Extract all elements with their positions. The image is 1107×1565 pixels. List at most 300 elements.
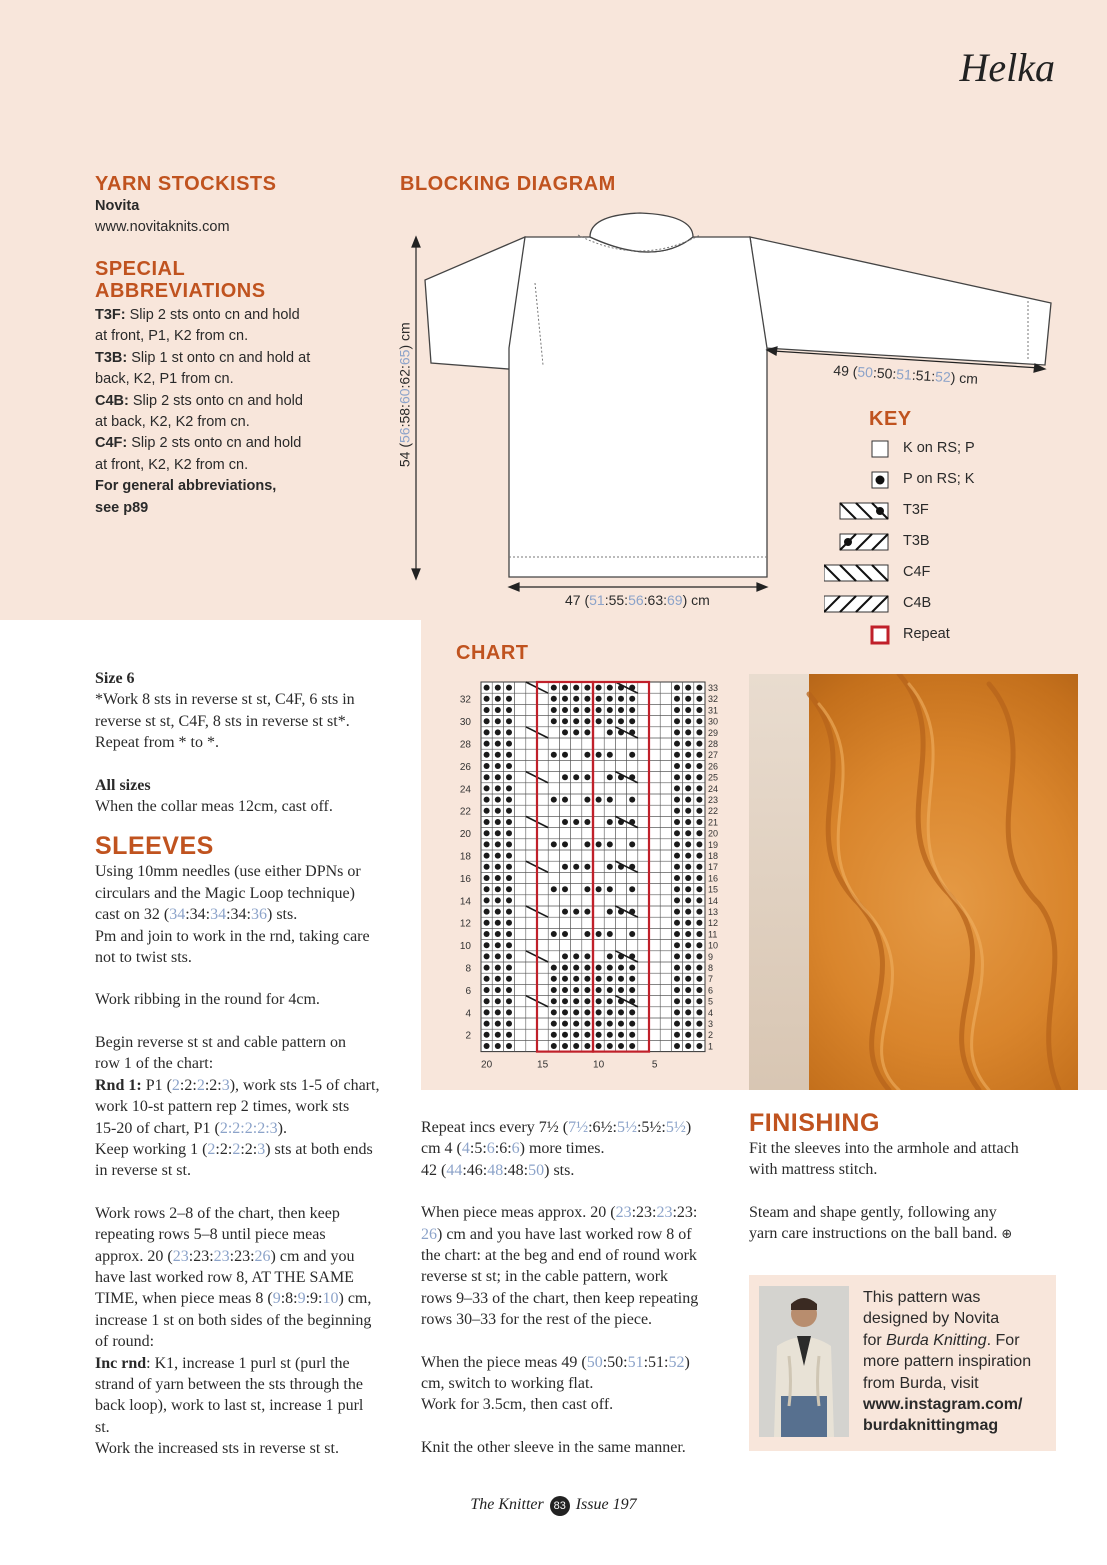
purl-dot [573, 1021, 579, 1027]
purl-dot [506, 830, 512, 836]
purl-dot [506, 897, 512, 903]
purl-dot [596, 1021, 602, 1027]
purl-dot [551, 931, 557, 937]
purl-dot [584, 909, 590, 915]
purl-dot [696, 830, 702, 836]
purl-dot [618, 696, 624, 702]
text-line: Work for 3.5cm, then cast off. [421, 1396, 614, 1414]
chart-heading: CHART [456, 642, 529, 664]
row-label-right: 21 [708, 817, 719, 828]
purl-dot [696, 1043, 702, 1049]
purl-dot [629, 1043, 635, 1049]
size6-heading: Size 6 [95, 670, 135, 687]
right-sleeve [750, 237, 1051, 365]
purl-dot [618, 987, 624, 993]
purl-dot [495, 797, 501, 803]
purl-dot [685, 718, 691, 724]
purl-dot [607, 752, 613, 758]
purl-dot [484, 1032, 490, 1038]
row-label-left: 10 [459, 941, 471, 953]
purl-dot [495, 909, 501, 915]
purl-dot [674, 1043, 680, 1049]
purl-dot [573, 1043, 579, 1049]
purl-dot [562, 729, 568, 735]
special-abbreviations [95, 258, 395, 519]
purl-dot [484, 752, 490, 758]
purl-dot [685, 953, 691, 959]
purl-dot [674, 763, 680, 769]
end-mark-icon: ⊕ [1001, 1227, 1013, 1243]
purl-dot [495, 1021, 501, 1027]
purl-dot [506, 718, 512, 724]
purl-dot [674, 909, 680, 915]
purl-dot [506, 920, 512, 926]
purl-dot [562, 909, 568, 915]
purl-dot [584, 864, 590, 870]
purl-dot [629, 718, 635, 724]
purl-dot [484, 920, 490, 926]
purl-dot [506, 1043, 512, 1049]
purl-dot [618, 707, 624, 713]
row-label-right: 9 [708, 951, 714, 962]
purl-dot [573, 718, 579, 724]
purl-dot [607, 864, 613, 870]
purl-dot [506, 707, 512, 713]
purl-dot [674, 853, 680, 859]
purl-dot [573, 729, 579, 735]
text-line: repeating rows 5–8 until piece meas [95, 1226, 326, 1244]
row-label-right: 25 [708, 772, 719, 783]
purl-dot [506, 965, 512, 971]
text-line: rows 30–33 for the rest of the piece. [421, 1311, 653, 1329]
finishing-section [749, 1108, 1079, 1246]
purl-dot [674, 841, 680, 847]
row-label-right: 2 [708, 1030, 714, 1041]
purl-dot [495, 1009, 501, 1015]
key-item-repeat: Repeat [824, 624, 1024, 648]
row-label-right: 17 [708, 862, 719, 873]
purl-dot [484, 763, 490, 769]
allsizes-heading: All sizes [95, 776, 151, 794]
purl-dot [573, 819, 579, 825]
text-line: Steam and shape gently, following any [749, 1203, 997, 1221]
width-measurement: 47 (51:55:56:63:69) cm [565, 592, 710, 608]
purl-dot [584, 976, 590, 982]
purl-dot [484, 1021, 490, 1027]
purl-dot [607, 729, 613, 735]
purl-dot [551, 965, 557, 971]
purl-dot [696, 774, 702, 780]
purl-dot [696, 785, 702, 791]
abbrev-item-cont: at front, P1, K2 from cn. [95, 328, 249, 345]
row-label-left: 26 [459, 761, 471, 773]
purl-dot [495, 920, 501, 926]
purl-dot [562, 1043, 568, 1049]
purl-dot [696, 976, 702, 982]
purl-dot [484, 909, 490, 915]
purl-dot [596, 1009, 602, 1015]
purl-dot [596, 1043, 602, 1049]
page-footer: The Knitter 83 Issue 197 [0, 1496, 1107, 1516]
row-label-right: 14 [708, 895, 719, 906]
text-line: not to twist sts. [95, 949, 192, 967]
promo-box [749, 1275, 1056, 1451]
row-label-left: 30 [459, 717, 471, 729]
purl-dot [607, 976, 613, 982]
purl-dot [596, 998, 602, 1004]
purl-dot [607, 1032, 613, 1038]
purl-dot [484, 696, 490, 702]
purl-dot [562, 953, 568, 959]
purl-dot [685, 931, 691, 937]
purl-dot [495, 987, 501, 993]
purl-dot [674, 752, 680, 758]
purl-dot [484, 741, 490, 747]
purl-dot [551, 987, 557, 993]
purl-dot [618, 1009, 624, 1015]
row-label-left: 16 [459, 873, 471, 885]
row-label-right: 18 [708, 850, 719, 861]
purl-dot [685, 741, 691, 747]
purl-dot [685, 763, 691, 769]
purl-dot [696, 741, 702, 747]
purl-dot [573, 987, 579, 993]
purl-dot [495, 808, 501, 814]
purl-dot [506, 875, 512, 881]
purl-dot [506, 774, 512, 780]
purl-dot [584, 1043, 590, 1049]
text-line: cm 4 (4:5:6:6:6) more times. [421, 1140, 605, 1158]
purl-dot [607, 965, 613, 971]
purl-dot [495, 830, 501, 836]
purl-dot [484, 965, 490, 971]
text-line: Inc rnd: K1, increase 1 purl st (purl the [95, 1354, 350, 1372]
purl-dot [506, 741, 512, 747]
purl-dot [674, 1009, 680, 1015]
text-line: When piece meas approx. 20 (23:23:23:23: [421, 1204, 698, 1222]
text-line: increase 1 st on both sides of the beginning [95, 1311, 372, 1329]
purl-dot [696, 965, 702, 971]
purl-dot [696, 841, 702, 847]
purl-dot [685, 830, 691, 836]
purl-dot [685, 920, 691, 926]
abbrev-item: C4F: Slip 2 sts onto cn and hold [95, 435, 302, 452]
purl-dot [629, 965, 635, 971]
purl-dot [584, 987, 590, 993]
purl-dot [506, 763, 512, 769]
purl-dot [495, 729, 501, 735]
abbrev-item-cont: back, K2, P1 from cn. [95, 371, 234, 388]
key-item-purl: P on RS; K [824, 469, 1024, 493]
purl-dot [495, 875, 501, 881]
purl-dot [674, 729, 680, 735]
row-label-right: 33 [708, 682, 719, 693]
purl-dot [674, 976, 680, 982]
row-label-left: 18 [459, 851, 471, 863]
sweater-photo [749, 674, 1078, 1090]
purl-dot [495, 685, 501, 691]
purl-dot [674, 875, 680, 881]
purl-dot [607, 987, 613, 993]
row-label-right: 3 [708, 1018, 714, 1029]
purl-dot [484, 718, 490, 724]
purl-dot [573, 965, 579, 971]
text-line: yarn care instructions on the ball band. ⊕ [749, 1225, 1013, 1243]
purl-dot [495, 841, 501, 847]
purl-dot [618, 1032, 624, 1038]
purl-dot [495, 819, 501, 825]
text-line: Work rows 2–8 of the chart, then keep [95, 1204, 340, 1222]
purl-dot [685, 897, 691, 903]
purl-dot [685, 785, 691, 791]
purl-dot [562, 976, 568, 982]
purl-dot [573, 864, 579, 870]
purl-dot [495, 1043, 501, 1049]
text-line: in reverse st st. [95, 1162, 191, 1180]
allsizes-text: When the collar meas 12cm, cast off. [95, 798, 333, 816]
text-line: st. [95, 1418, 110, 1436]
purl-dot [618, 718, 624, 724]
row-label-right: 20 [708, 828, 719, 839]
purl-dot [484, 942, 490, 948]
purl-dot [596, 696, 602, 702]
purl-dot [629, 1032, 635, 1038]
text-line: reverse st st; in the cable pattern, work [421, 1268, 669, 1286]
row-label-right: 30 [708, 716, 719, 727]
row-label-right: 26 [708, 761, 719, 772]
purl-dot [562, 931, 568, 937]
purl-dot [685, 1043, 691, 1049]
row-label-right: 32 [708, 694, 719, 705]
purl-dot [506, 752, 512, 758]
purl-dot [696, 819, 702, 825]
purl-dot [685, 729, 691, 735]
purl-dot [596, 886, 602, 892]
purl-dot [484, 830, 490, 836]
purl-dot [484, 886, 490, 892]
purl-dot [584, 685, 590, 691]
purl-dot [596, 685, 602, 691]
finishing-heading: FINISHING [749, 1109, 880, 1137]
purl-dot [696, 707, 702, 713]
purl-dot [607, 1043, 613, 1049]
row-label-right: 10 [708, 940, 719, 951]
purl-dot [685, 774, 691, 780]
purl-dot [584, 965, 590, 971]
purl-dot [607, 886, 613, 892]
instagram-link-cont[interactable]: burdaknittingmag [863, 1417, 999, 1435]
purl-dot [685, 853, 691, 859]
purl-dot [562, 998, 568, 1004]
purl-dot [584, 931, 590, 937]
text-line: TIME, when piece meas 8 (9:8:9:9:10) cm, [95, 1290, 372, 1308]
purl-dot [551, 998, 557, 1004]
purl-dot [551, 752, 557, 758]
row-label-left: 28 [459, 739, 471, 751]
purl-dot [696, 763, 702, 769]
purl-dot [696, 1032, 702, 1038]
purl-dot [685, 909, 691, 915]
text-line: Using 10mm needles (use either DPNs or [95, 863, 361, 881]
purl-dot [596, 797, 602, 803]
purl-dot [685, 987, 691, 993]
purl-dot [696, 953, 702, 959]
row-label-left: 8 [465, 963, 471, 975]
purl-dot [674, 931, 680, 937]
text-line: Repeat incs every 7½ (7½:6½:5½:5½:5½) [421, 1119, 692, 1136]
purl-dot [685, 965, 691, 971]
purl-dot [495, 864, 501, 870]
purl-dot [484, 953, 490, 959]
yarn-brand: Novita [95, 198, 140, 214]
purl-dot [562, 707, 568, 713]
model-photo [759, 1286, 849, 1437]
key-item-c4f: C4F [824, 562, 1024, 586]
text-line: strand of yarn between the sts through the [95, 1375, 363, 1393]
purl-dot [484, 1043, 490, 1049]
purl-dot [629, 841, 635, 847]
row-label-right: 22 [708, 806, 719, 817]
purl-dot [495, 741, 501, 747]
purl-dot [674, 797, 680, 803]
purl-dot [495, 763, 501, 769]
purl-dot [584, 819, 590, 825]
row-label-right: 19 [708, 839, 719, 850]
row-label-right: 27 [708, 750, 719, 761]
purl-dot [674, 785, 680, 791]
purl-dot [506, 1009, 512, 1015]
key-heading: KEY [869, 408, 912, 430]
purl-dot [484, 797, 490, 803]
purl-dot [506, 785, 512, 791]
body-column-2 [421, 1117, 741, 1458]
purl-dot [495, 785, 501, 791]
purl-dot [551, 1021, 557, 1027]
purl-dot [607, 797, 613, 803]
purl-dot [596, 987, 602, 993]
purl-dot [629, 797, 635, 803]
purl-dot [484, 1009, 490, 1015]
purl-dot [495, 942, 501, 948]
purl-dot [551, 1009, 557, 1015]
purl-dot [551, 797, 557, 803]
purl-dot [607, 718, 613, 724]
purl-dot [618, 976, 624, 982]
purl-dot [573, 1009, 579, 1015]
page-number: 83 [550, 1496, 570, 1516]
purl-dot [674, 987, 680, 993]
purl-dot [685, 696, 691, 702]
repeat-box-icon [824, 624, 894, 648]
abbrev-item: C4B: Slip 2 sts onto cn and hold [95, 392, 303, 409]
purl-dot [551, 1032, 557, 1038]
purl-dot [596, 965, 602, 971]
purl-dot [596, 752, 602, 758]
purl-dot [584, 841, 590, 847]
purl-dot [696, 987, 702, 993]
purl-dot [607, 1021, 613, 1027]
purl-dot [629, 931, 635, 937]
text-line: Keep working 1 (2:2:2:2:3) sts at both ends [95, 1140, 373, 1158]
text-line: Fit the sleeves into the armhole and attach [749, 1140, 1019, 1157]
purl-dot [484, 785, 490, 791]
purl-dot [607, 819, 613, 825]
purl-dot [596, 1032, 602, 1038]
text-line: approx. 20 (23:23:23:23:26) cm and you [95, 1247, 355, 1265]
purl-dot [506, 909, 512, 915]
purl-dot [685, 875, 691, 881]
purl-dot [573, 774, 579, 780]
row-label-right: 5 [708, 996, 714, 1007]
purl-dot [584, 696, 590, 702]
t3b-cable-icon [824, 531, 894, 555]
purl-dot [696, 752, 702, 758]
purl-dot [562, 965, 568, 971]
purl-dot [551, 841, 557, 847]
purl-dot [495, 718, 501, 724]
purl-dot [674, 965, 680, 971]
col-label: 5 [651, 1059, 658, 1071]
purl-dot [506, 797, 512, 803]
purl-dot [674, 1021, 680, 1027]
purl-dot [674, 741, 680, 747]
key-item-t3f: T3F [824, 500, 1024, 524]
row-label-right: 11 [708, 929, 718, 940]
size6-line: *Work 8 sts in reverse st st, C4F, 6 sts in [95, 691, 355, 709]
purl-dot [562, 886, 568, 892]
instagram-link[interactable]: www.instagram.com/ [863, 1396, 1023, 1414]
purl-dot [674, 819, 680, 825]
purl-dot [685, 685, 691, 691]
purl-dot [495, 774, 501, 780]
purl-dot [573, 998, 579, 1004]
purl-dot [573, 685, 579, 691]
purl-dot [573, 976, 579, 982]
purl-dot [685, 797, 691, 803]
purl-dot [674, 942, 680, 948]
row-label-left: 4 [465, 1008, 471, 1020]
text-line: circulars and the Magic Loop technique) [95, 884, 355, 902]
purl-dot [562, 864, 568, 870]
text-line: work 10-st pattern rep 2 times, work sts [95, 1098, 350, 1116]
row-label-right: 6 [708, 985, 714, 996]
blocking-diagram-heading: BLOCKING DIAGRAM [400, 173, 616, 195]
purl-dot [573, 1032, 579, 1038]
abbrev-item: T3F: Slip 2 sts onto cn and hold [95, 307, 300, 323]
size6-line: Repeat from * to *. [95, 734, 219, 752]
purl-dot [674, 998, 680, 1004]
purl-dot [674, 685, 680, 691]
abbrev-item-cont: at front, K2, K2 from cn. [95, 456, 249, 473]
row-label-left: 6 [465, 985, 471, 997]
row-label-left: 20 [459, 829, 471, 841]
purl-dot [551, 976, 557, 982]
promo-text: This pattern was designed by Novita for Burda Knitting. For more pattern inspiration from Burda, visit www.instagram.com/ burdaknittingmag [863, 1287, 1031, 1437]
purl-dot [696, 875, 702, 881]
purl-dot [607, 909, 613, 915]
purl-dot [685, 1032, 691, 1038]
text-line: Knit the other sleeve in the same manner. [421, 1438, 686, 1456]
purl-dot [685, 998, 691, 1004]
row-label-right: 15 [708, 884, 719, 895]
abbrev-heading-2: ABBREVIATIONS [95, 280, 266, 302]
purl-dot [551, 886, 557, 892]
purl-dot [551, 707, 557, 713]
purl-dot [674, 830, 680, 836]
purl-dot [551, 1043, 557, 1049]
purl-dot [674, 897, 680, 903]
purl-dot [506, 685, 512, 691]
